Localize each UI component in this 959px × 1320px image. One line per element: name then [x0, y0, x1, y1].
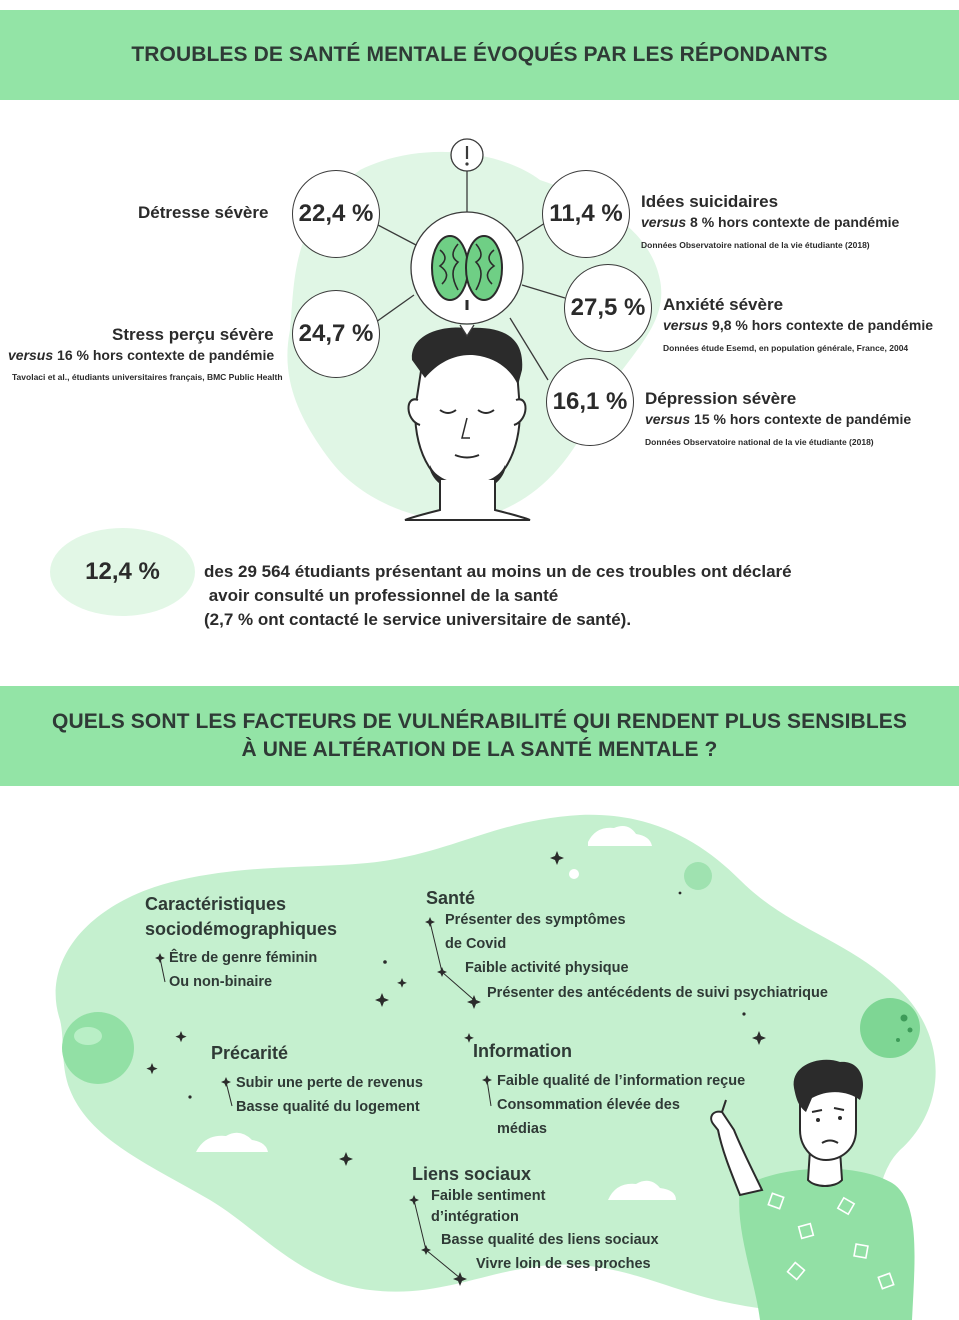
source-stress: Tavolaci et al., étudiants universitaires français, BMC Public Health	[12, 372, 283, 382]
compare-stress	[8, 347, 274, 363]
mental-health-illustration	[0, 100, 959, 530]
stat-circle-anxiete	[564, 264, 652, 352]
information-item-3: médias	[497, 1121, 547, 1137]
sante-item-1: Présenter des symptômes	[445, 912, 626, 928]
compare-text-stress: 16 % hors contexte de pandémie	[57, 347, 275, 363]
precarite-item-2: Basse qualité du logement	[236, 1099, 420, 1115]
precarite-item-1: Subir une perte de revenus	[236, 1075, 423, 1091]
alert-bubble-icon	[451, 139, 483, 171]
category-socio-title	[145, 892, 337, 942]
liens-item-2: d’intégration	[431, 1209, 519, 1225]
stat-circle-detresse	[292, 170, 380, 258]
category-socio-title-line-1: Caractéristiques	[145, 894, 287, 914]
planet-icon-right	[860, 998, 920, 1058]
compare-idees	[641, 214, 899, 230]
source-depression: Données Observatoire national de la vie étudiante (2018)	[645, 437, 874, 447]
category-socio-title-line-2: sociodémographiques	[145, 919, 338, 939]
planet-icon	[62, 1012, 134, 1084]
planet-icon-small	[684, 862, 712, 890]
versus-stress: versus	[8, 347, 54, 363]
section2-title	[52, 708, 907, 764]
stat-value-stress: 24,7 %	[298, 320, 374, 347]
category-sante-title: Santé	[426, 888, 476, 908]
section2-title-line-1: QUELS SONT LES FACTEURS DE VULNÉRABILITÉ QUI RENDENT PLUS SENSIBLES	[52, 710, 907, 733]
versus-idees: versus	[641, 214, 687, 230]
liens-item-1: Faible sentiment	[431, 1188, 546, 1204]
stat-circle-idees	[542, 170, 630, 258]
compare-text-idees: 8 % hors contexte de pandémie	[690, 214, 900, 230]
sante-item-4: Présenter des antécédents de suivi psychiatrique	[487, 985, 828, 1001]
summary-value: 12,4 %	[85, 558, 160, 585]
stat-value-idees: 11,4 %	[549, 200, 623, 227]
summary-line-1: des 29 564 étudiants présentant au moins un de ces troubles ont déclaré	[204, 562, 792, 581]
summary-line-2: avoir consulté un professionnel de la santé	[204, 586, 559, 605]
summary-value-pill	[50, 528, 195, 616]
compare-text-anxiete: 9,8 % hors contexte de pandémie	[712, 317, 934, 333]
label-detresse: Détresse sévère	[138, 203, 269, 222]
information-item-1: Faible qualité de l’information reçue	[497, 1073, 746, 1089]
summary-line-3: (2,7 % ont contacté le service universitaire de santé).	[204, 610, 632, 629]
section1-title: TROUBLES DE SANTÉ MENTALE ÉVOQUÉS PAR LES RÉPONDANTS	[131, 43, 828, 66]
socio-item-2: Ou non-binaire	[169, 974, 273, 990]
label-stress: Stress perçu sévère	[112, 325, 274, 344]
category-liens-title: Liens sociaux	[412, 1164, 532, 1184]
category-precarite-title: Précarité	[211, 1043, 289, 1063]
liens-item-4: Vivre loin de ses proches	[476, 1256, 651, 1272]
versus-anxiete: versus	[663, 317, 709, 333]
label-idees: Idées suicidaires	[641, 192, 779, 211]
stat-circle-depression	[546, 358, 634, 446]
section2-title-line-2: À UNE ALTÉRATION DE LA SANTÉ MENTALE ?	[241, 738, 718, 761]
stat-value-detresse: 22,4 %	[298, 200, 374, 227]
liens-item-3: Basse qualité des liens sociaux	[441, 1232, 659, 1248]
dot-icon	[569, 869, 579, 879]
summary-text	[204, 560, 792, 632]
sante-item-2: de Covid	[445, 936, 507, 952]
compare-text-depression: 15 % hors contexte de pandémie	[694, 411, 912, 427]
stat-value-depression: 16,1 %	[552, 388, 628, 415]
section1-banner	[0, 10, 959, 100]
section2-banner	[0, 686, 959, 786]
stat-circle-stress	[292, 290, 380, 378]
category-information-title: Information	[473, 1041, 572, 1061]
compare-anxiete	[663, 317, 933, 333]
label-depression: Dépression sévère	[645, 389, 797, 408]
label-anxiete: Anxiété sévère	[663, 295, 784, 314]
source-anxiete: Données étude Esemd, en population générale, France, 2004	[663, 343, 909, 353]
stat-value-anxiete: 27,5 %	[570, 294, 646, 321]
versus-depression: versus	[645, 411, 691, 427]
information-item-2: Consommation élevée des	[497, 1097, 680, 1113]
source-idees: Données Observatoire national de la vie étudiante (2018)	[641, 240, 870, 250]
socio-item-1: Être de genre féminin	[169, 950, 318, 966]
sante-item-3: Faible activité physique	[465, 960, 629, 976]
compare-depression	[645, 411, 911, 427]
